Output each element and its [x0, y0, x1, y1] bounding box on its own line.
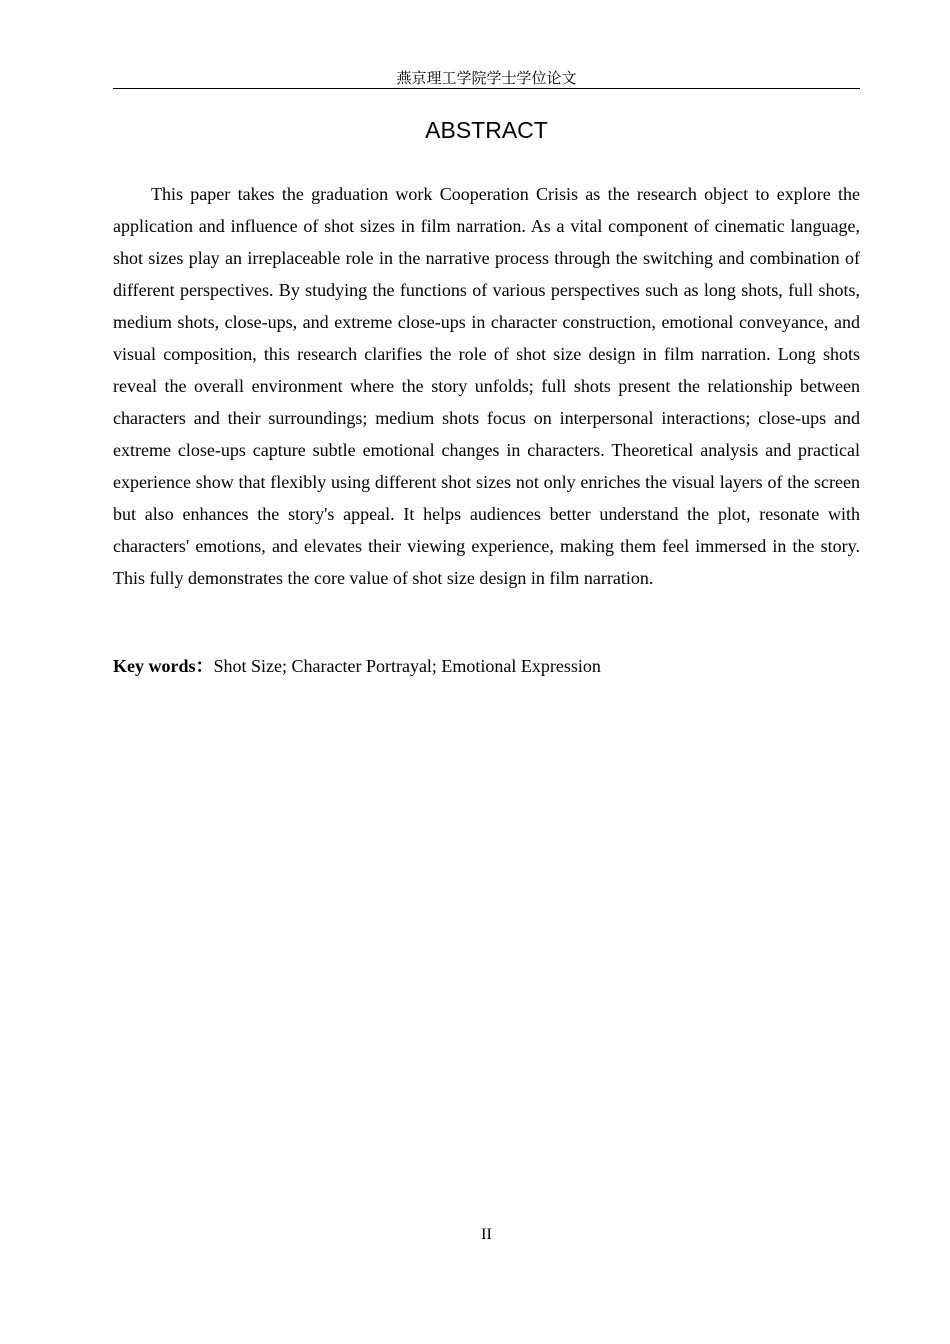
keywords-value: Shot Size; Character Portrayal; Emotional Expression	[213, 656, 601, 676]
keywords-line	[113, 650, 860, 682]
page-number: II	[481, 1226, 492, 1243]
keywords-label: Key words：	[113, 656, 214, 676]
abstract-paragraph: This paper takes the graduation work Cooperation Crisis as the research object to explore the application and influence of shot sizes in film narration. As a vital component of cinematic language, shot sizes play an irreplaceable role in the narrative process through the switching and combination of different perspectives. By studying the functions of various perspectives such as long shots, full shots, medium shots, close-ups, and extreme close-ups in character construction, emotional conveyance, and visual composition, this research clarifies the role of shot size design in film narration. Long shots reveal the overall environment where the story unfolds; full shots present the relationship between characters and their surroundings; medium shots focus on interpersonal interactions; close-ups and extreme close-ups capture subtle emotional changes in characters. Theoretical analysis and practical experience show that flexibly using different shot sizes not only enriches the visual layers of the screen but also enhances the story's appeal. It helps audiences better understand the plot, resonate with characters' emotions, and elevates their viewing experience, making them feel immersed in the story. This fully demonstrates the core value of shot size design in film narration.	[113, 184, 860, 588]
header-rule	[113, 88, 860, 89]
page-header: 燕京理工学院学士学位论文	[396, 69, 577, 87]
abstract-title: ABSTRACT	[425, 117, 548, 143]
